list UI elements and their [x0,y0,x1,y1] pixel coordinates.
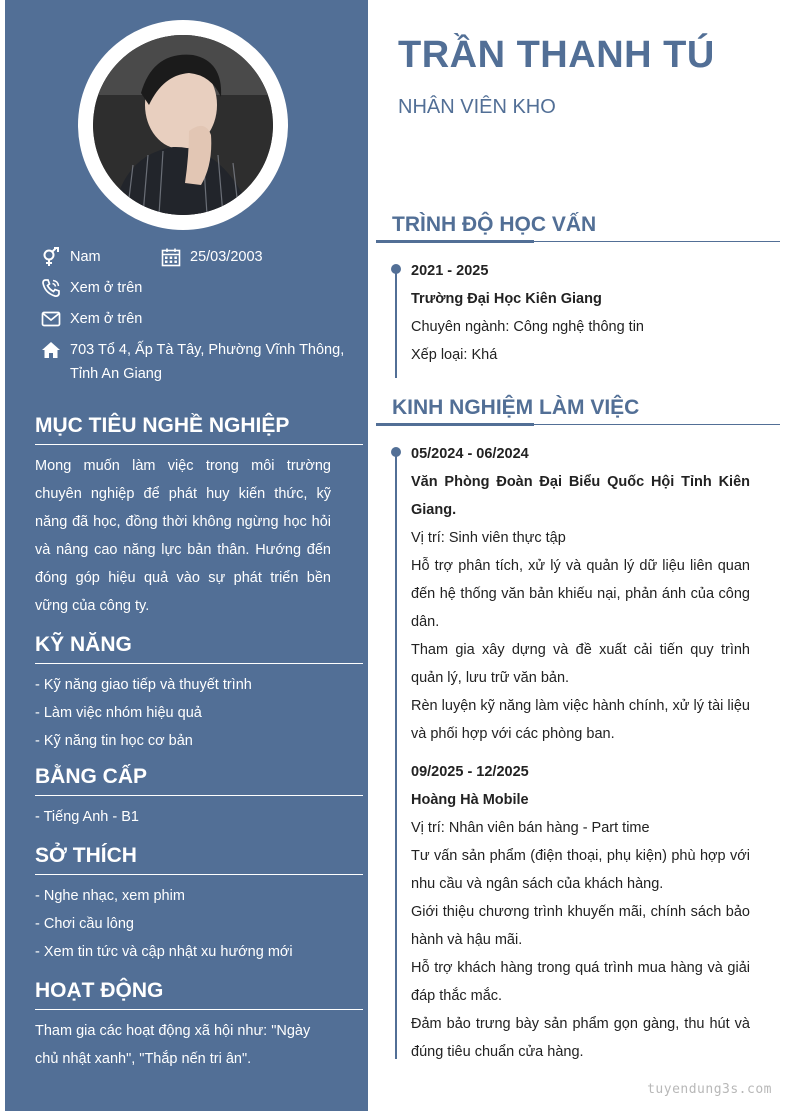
list-item: - Nghe nhạc, xem phim [35,882,335,910]
experience-duty: Giới thiệu chương trình khuyến mãi, chính sách bảo hành và hậu mãi. [411,904,750,948]
gender-icon [40,246,62,268]
email-text: Xem ở trên [70,311,143,327]
list-item: - Kỹ năng giao tiếp và thuyết trình [35,671,335,699]
candidate-name: TRẦN THANH TÚ [398,34,715,76]
activities-title: HOẠT ĐỘNG [35,979,363,1010]
list-item: - Kỹ năng tin học cơ bản [35,727,335,755]
experience-company: Hoàng Hà Mobile [411,792,529,808]
experience-entry [411,440,750,748]
gender-row [40,245,101,269]
timeline-dot [391,264,401,274]
email-row [40,307,142,331]
experience-period: 05/2024 - 06/2024 [411,446,529,462]
experience-title-text: KINH NGHIỆM LÀM VIỆC [392,396,640,419]
education-entry [411,257,750,369]
list-item: - Xem tin tức và cập nhật xu hướng mới [35,938,335,966]
address-text: 703 Tổ 4, Ấp Tà Tây, Phường Vĩnh Thông, Tỉnh An Giang [70,342,345,382]
education-title [376,213,780,242]
hobbies-list [35,882,335,966]
gender-text: Nam [70,249,101,265]
education-grade: Xếp loại: Khá [411,347,498,363]
hobbies-title: SỞ THÍCH [35,844,363,875]
profile-photo [93,35,273,215]
home-icon [40,339,62,361]
experience-duty: Rèn luyện kỹ năng làm việc hành chính, xử lý tài liệu và phối hợp với các phòng ban. [411,698,750,742]
birthday-row [160,245,263,269]
experience-company: Văn Phòng Đoàn Đại Biểu Quốc Hội Tỉnh Kiên Giang. [411,474,750,518]
skills-title: KỸ NĂNG [35,633,363,664]
education-major: Chuyên ngành: Công nghệ thông tin [411,319,644,335]
activities-text: Tham gia các hoạt động xã hội như: "Ngày chủ nhật xanh", "Thắp nến tri ân". [35,1023,311,1067]
watermark: tuyendung3s.com [647,1082,772,1097]
experience-duty: Tư vấn sản phẩm (điện thoại, phụ kiện) phù hợp với nhu cầu và ngân sách của khách hàng. [411,848,750,892]
experience-title [376,396,780,425]
phone-row [40,276,142,300]
phone-text: Xem ở trên [70,280,143,296]
objective-title: MỤC TIÊU NGHỀ NGHIỆP [35,414,363,445]
certificates-title: BẰNG CẤP [35,765,363,796]
certificates-text: - Tiếng Anh - B1 [35,809,139,825]
experience-position: Vị trí: Nhân viên bán hàng - Part time [411,820,650,836]
calendar-icon [160,246,182,268]
timeline-dot [391,447,401,457]
timeline-line [395,449,397,1059]
birthday-text: 25/03/2003 [190,249,263,265]
education-title-text: TRÌNH ĐỘ HỌC VẤN [392,213,597,236]
timeline-line [395,266,397,378]
objective-text: Mong muốn làm việc trong môi trường chuyên nghiệp để phát huy kiến thức, kỹ năng đã học, đồng thời không ngừng học hỏi và nâng cao năng lực bản thân. Hướng đến đóng góp hiệu quả vào sự phát triển bền vững của công ty. [35,458,331,614]
email-icon [40,308,62,330]
list-item: - Làm việc nhóm hiệu quả [35,699,335,727]
experience-duty: Hỗ trợ khách hàng trong quá trình mua hàng và giải đáp thắc mắc. [411,960,750,1004]
experience-entry [411,758,750,1066]
education-period: 2021 - 2025 [411,263,489,279]
list-item: - Chơi cầu lông [35,910,335,938]
avatar [93,35,273,215]
avatar-frame [78,20,288,230]
title-accent-bar [376,240,534,243]
address-row [40,338,350,386]
education-school: Trường Đại Học Kiên Giang [411,291,602,307]
experience-duty: Hỗ trợ phân tích, xử lý và quản lý dữ liệu liên quan đến hệ thống văn bản khiếu nại, phản ánh của công dân. [411,558,750,630]
title-accent-bar [376,423,534,426]
job-title: NHÂN VIÊN KHO [398,96,556,118]
experience-duty: Đảm bảo trưng bày sản phẩm gọn gàng, thu hút và đúng tiêu chuẩn cửa hàng. [411,1016,750,1060]
skills-list [35,671,335,755]
experience-position: Vị trí: Sinh viên thực tập [411,530,566,546]
phone-icon [40,277,62,299]
experience-duty: Tham gia xây dựng và đề xuất cải tiến quy trình quản lý, lưu trữ văn bản. [411,642,750,686]
experience-period: 09/2025 - 12/2025 [411,764,529,780]
